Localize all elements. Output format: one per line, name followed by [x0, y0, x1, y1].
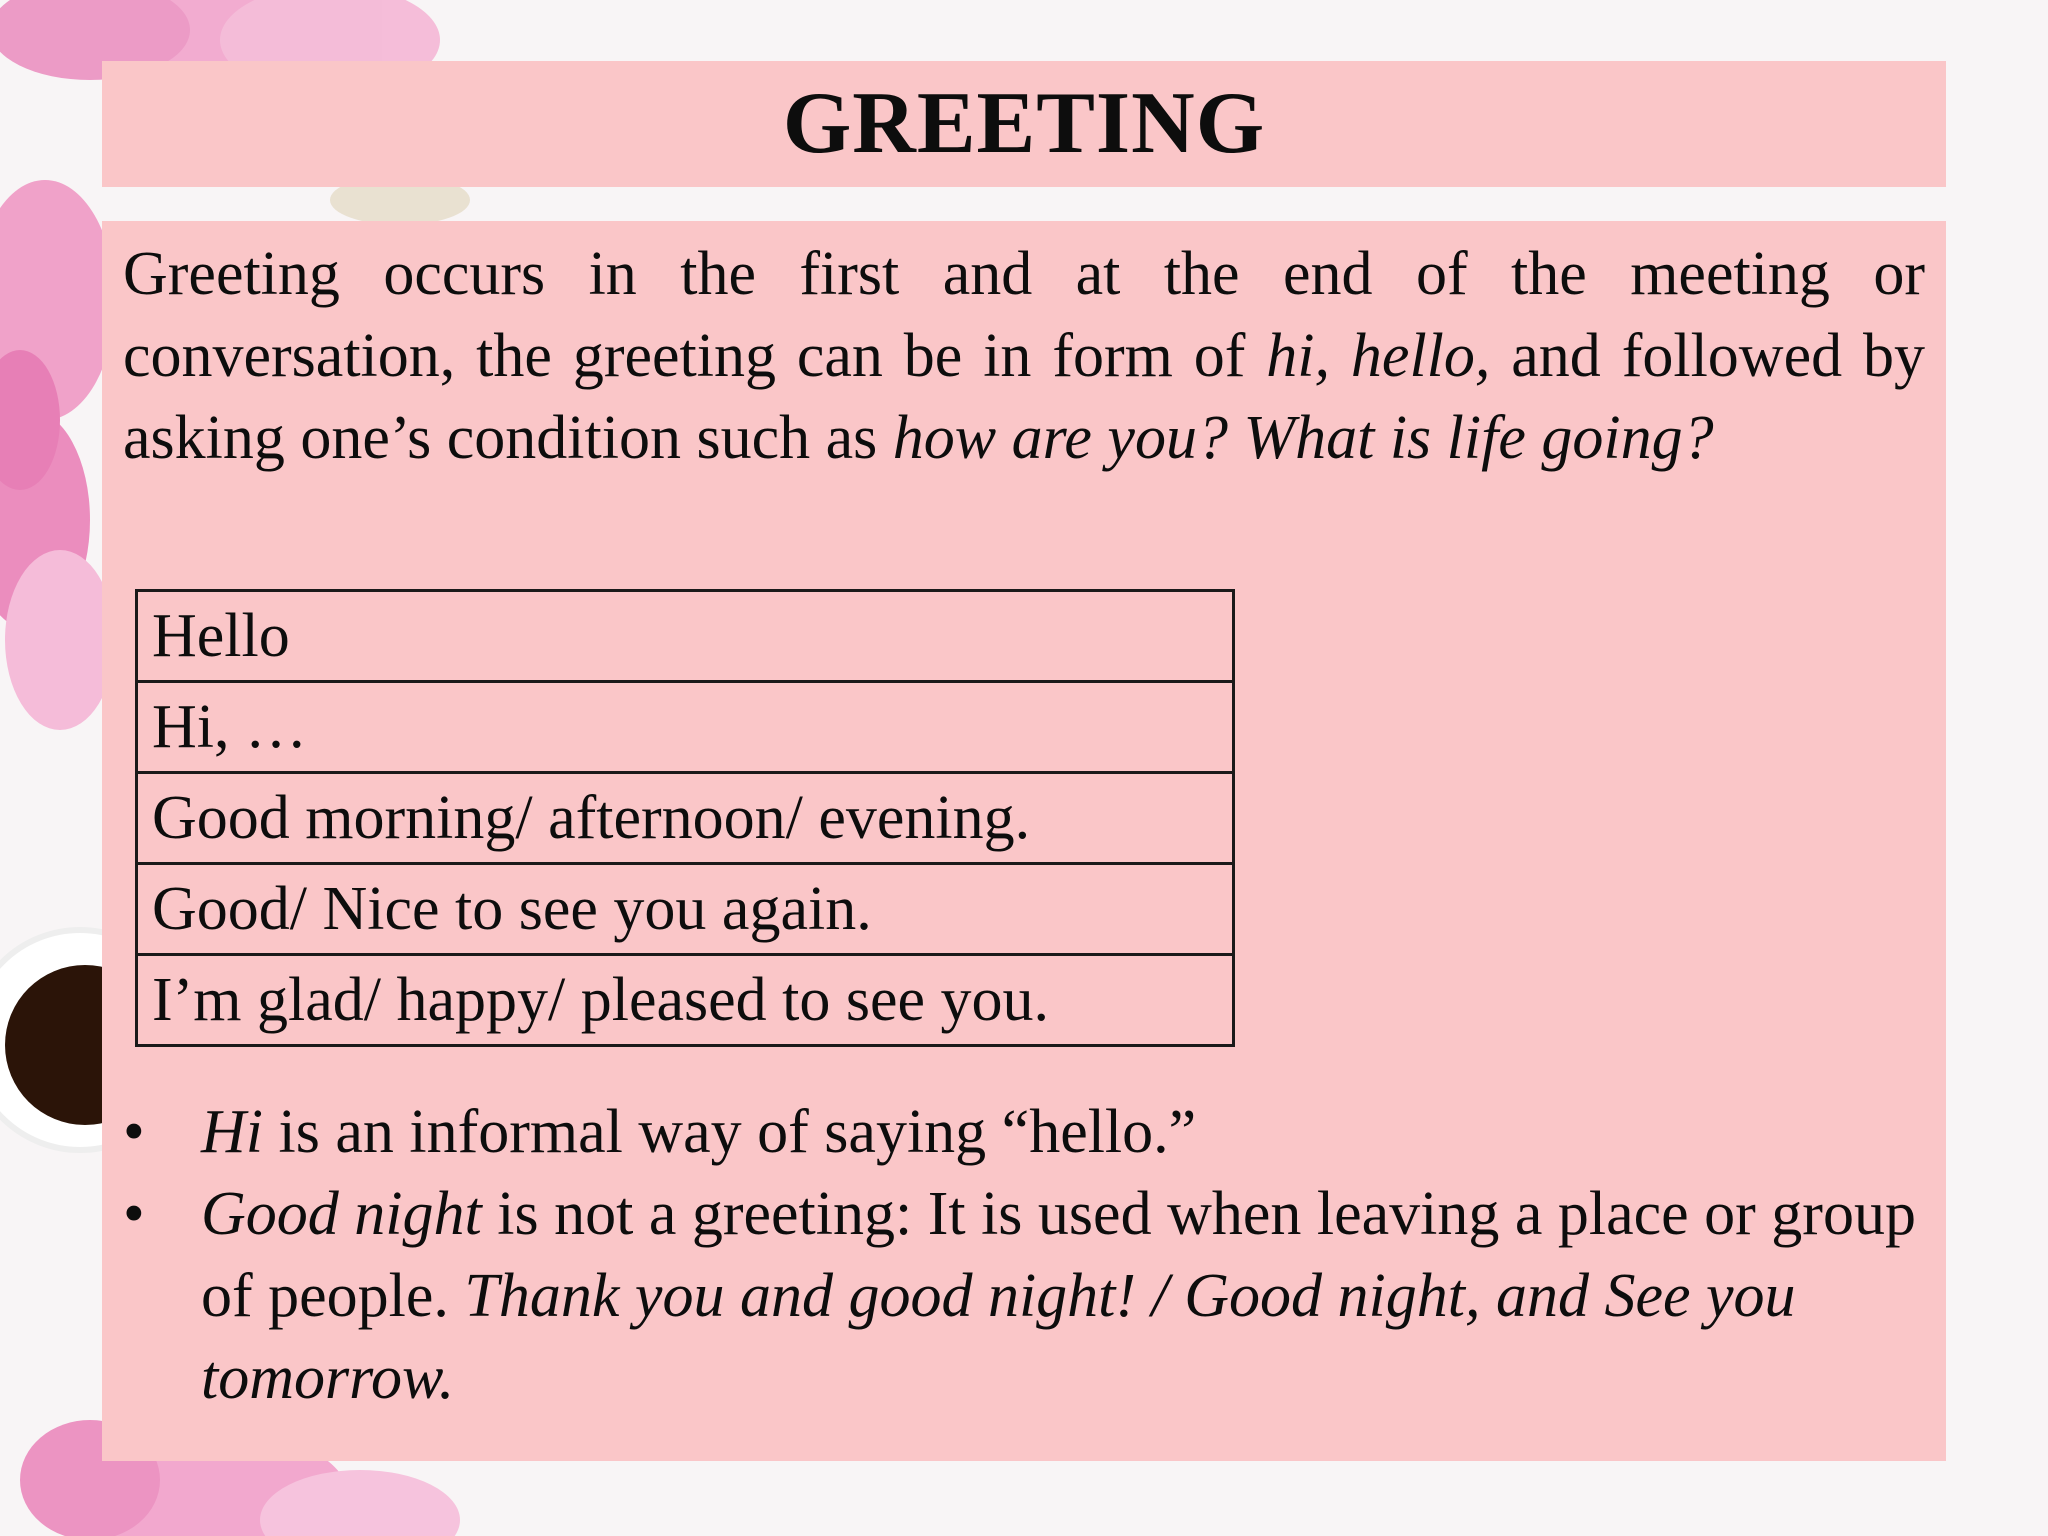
table-row [137, 591, 1234, 682]
intro-emphasis-1: hi, hello, [1266, 322, 1491, 390]
table-cell: Good/ Nice to see you again. [137, 864, 1234, 955]
note-emphasis-tail: Thank you and good night! / Good night, and See you tomorrow. [201, 1262, 1796, 1412]
note-emphasis-lead: Hi [201, 1098, 263, 1166]
list-item [123, 1173, 1925, 1419]
intro-text-2: and followed by asking one’s condition such as [123, 322, 1925, 472]
bullet-icon: • [123, 1098, 145, 1166]
intro-emphasis-2: how are you? What is life going? [892, 404, 1714, 472]
table-row [137, 955, 1234, 1046]
greetings-table [135, 589, 1235, 1047]
title-band [102, 61, 1946, 187]
content-panel [102, 221, 1946, 1461]
slide-title: GREETING [782, 75, 1266, 172]
list-item [123, 1091, 1925, 1173]
note-text: is not a greeting: It is used when leaving a place or group of people. [201, 1180, 1916, 1330]
bullet-icon: • [123, 1180, 145, 1248]
table-cell: Hi, … [137, 682, 1234, 773]
note-text: is an informal way of saying “hello.” [263, 1098, 1197, 1166]
table-cell: Hello [137, 591, 1234, 682]
table-row [137, 773, 1234, 864]
note-emphasis-lead: Good night [201, 1180, 482, 1248]
table-cell: I’m glad/ happy/ pleased to see you. [137, 955, 1234, 1046]
table-row [137, 682, 1234, 773]
notes-list [123, 1091, 1925, 1419]
table-row [137, 864, 1234, 955]
intro-text-1: Greeting occurs in the first and at the end of the meeting or conversation, the greeting can be in form of [123, 240, 1925, 390]
intro-paragraph [123, 233, 1925, 479]
table-cell: Good morning/ afternoon/ evening. [137, 773, 1234, 864]
